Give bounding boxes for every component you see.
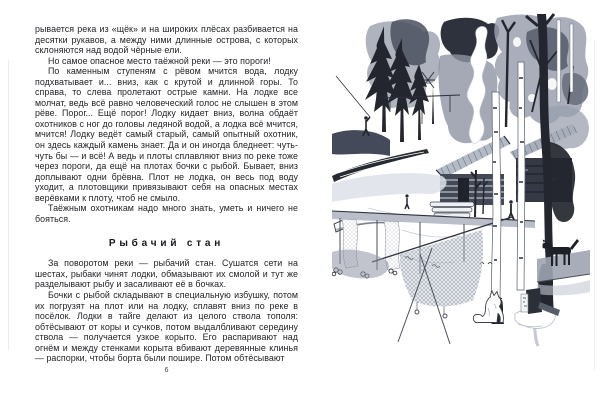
page-edge [594,40,595,370]
page-number: 6 [164,365,169,374]
paragraph: По каменным ступеням с рёвом мчится вода, лодку подхватывает и... вниз, как с крутой и длинной горы. То справа, то слева пролетают острые камни. На лодке все молчат, ведь всё равно человеческий голос не слышен в этом рёве. Порог... Ещё порог! Лодку кидает вниз, волна обдаёт охотников с ног до головы ледяной водой, а лодка всё мчится, мчится! Лодку ведёт самый старый, самый опытный охотник, он здесь каждый камень знает. Да и он иногда бледнеет: чуть-чуть бы — и всё! А ведь и плоты сплавляют вниз по реке тоже через пороги, да ещё на плотах бочки с рыбой. Бывает, вниз доплывают одни брёвна. Плот не лодка, он весь под воду уходит, а плотовщики привязывают себя на опасных местах верёвками к плоту, чтоб не смыло. [35,66,298,203]
paragraph: Бочки с рыбой складывают в специальную избушку, потом их погрузят на плот или на лодку, сплавят вниз по реке в посёлок. Лодки в тайге делают из целого ствола тополя: обтёсывают от коры и сучков, потом выдалбливают середину ствола — получается узкое корыто. Его распаривают над огнём и между стенками корыта вбивают деревянные клинья — распорки, чтобы борта были пошире. Потом обтёсывают [35,290,298,364]
fishing-rod [336,76,370,117]
page-edge [8,60,9,350]
paragraph: За поворотом реки — рыбачий стан. Сушатся сети на шестах, рыбаки чинят лодки, обмазывают их смолой и тут же разделывают рыбу и засаливают её в бочках. [35,258,298,290]
section-heading: Рыбачий стан [108,238,225,250]
right-page-illustration [332,12,592,382]
left-page-text-column [35,24,298,396]
paragraph: рывается река из «щёк» и на широких плёсах разбивается на десятки рукавов, а между ними длинные острова, с которых склоняются над водой чёрные ели. [35,24,298,56]
paragraph: Но самое опасное место таёжной реки — это пороги! [48,55,271,66]
paragraph: Таёжным охотникам надо много знать, уметь и ничего не бояться. [35,203,298,224]
hanging-net [332,217,512,344]
taiga-fishing-camp-illustration [332,12,592,382]
